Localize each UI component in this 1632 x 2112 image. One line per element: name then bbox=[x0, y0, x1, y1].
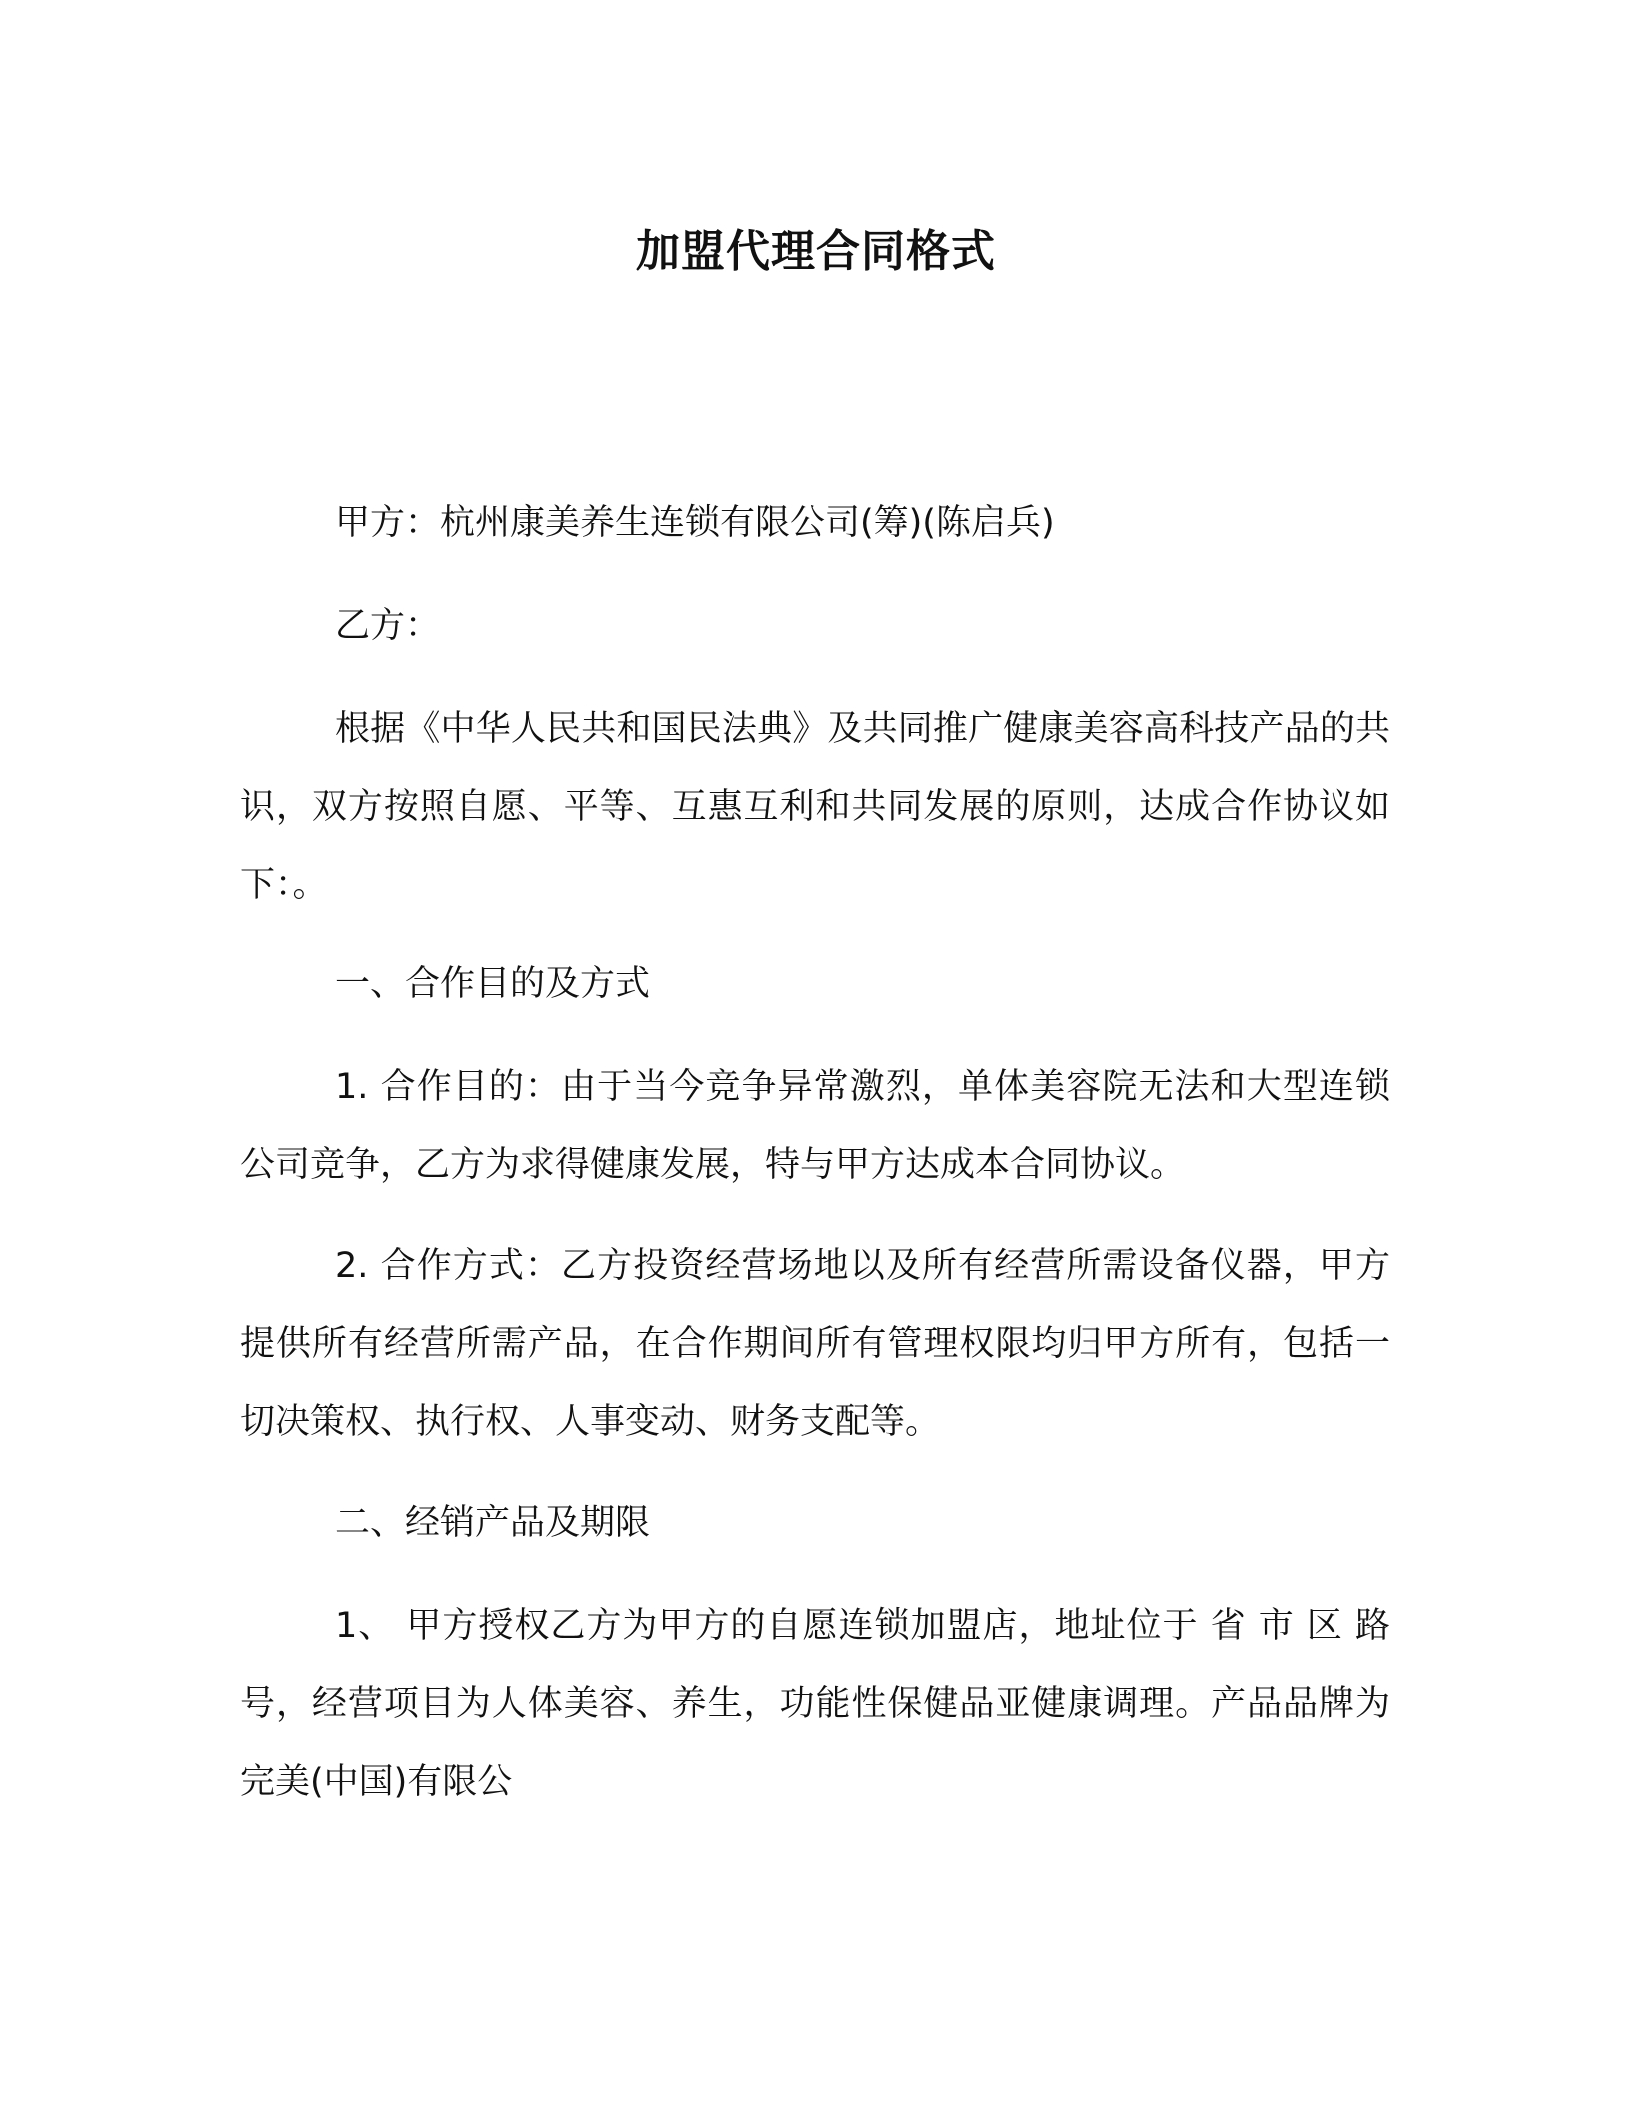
clause-1-2: 2. 合作方式：乙方投资经营场地以及所有经营所需设备仪器，甲方提供所有经营所需产品，在合作期间所有管理权限均归甲方所有，包括一切决策权、执行权、人事变动、财务支配等。 bbox=[240, 1246, 1390, 1442]
party-a-line: 甲方：杭州康美养生连锁有限公司(筹)(陈启兵) bbox=[335, 503, 1055, 543]
clause-1-1: 1. 合作目的：由于当今竞争异常激烈，单体美容院无法和大型连锁公司竞争，乙方为求得健康发展，特与甲方达成本合同协议。 bbox=[240, 1067, 1390, 1185]
clause-2-1: 1、 甲方授权乙方为甲方的自愿连锁加盟店，地址位于 省 市 区 路 号，经营项目为人体美容、养生，功能性保健品亚健康调理。产品品牌为完美(中国)有限公 bbox=[240, 1606, 1390, 1802]
section-heading-2: 二、经销产品及期限 bbox=[335, 1503, 651, 1543]
party-b-line: 乙方： bbox=[335, 606, 441, 646]
preamble-paragraph: 根据《中华人民共和国民法典》及共同推广健康美容高科技产品的共识，双方按照自愿、平等、互惠互利和共同发展的原则，达成合作协议如下：。 bbox=[240, 709, 1390, 905]
document-title: 加盟代理合同格式 bbox=[636, 226, 996, 277]
section-heading-1: 一、合作目的及方式 bbox=[335, 964, 651, 1004]
